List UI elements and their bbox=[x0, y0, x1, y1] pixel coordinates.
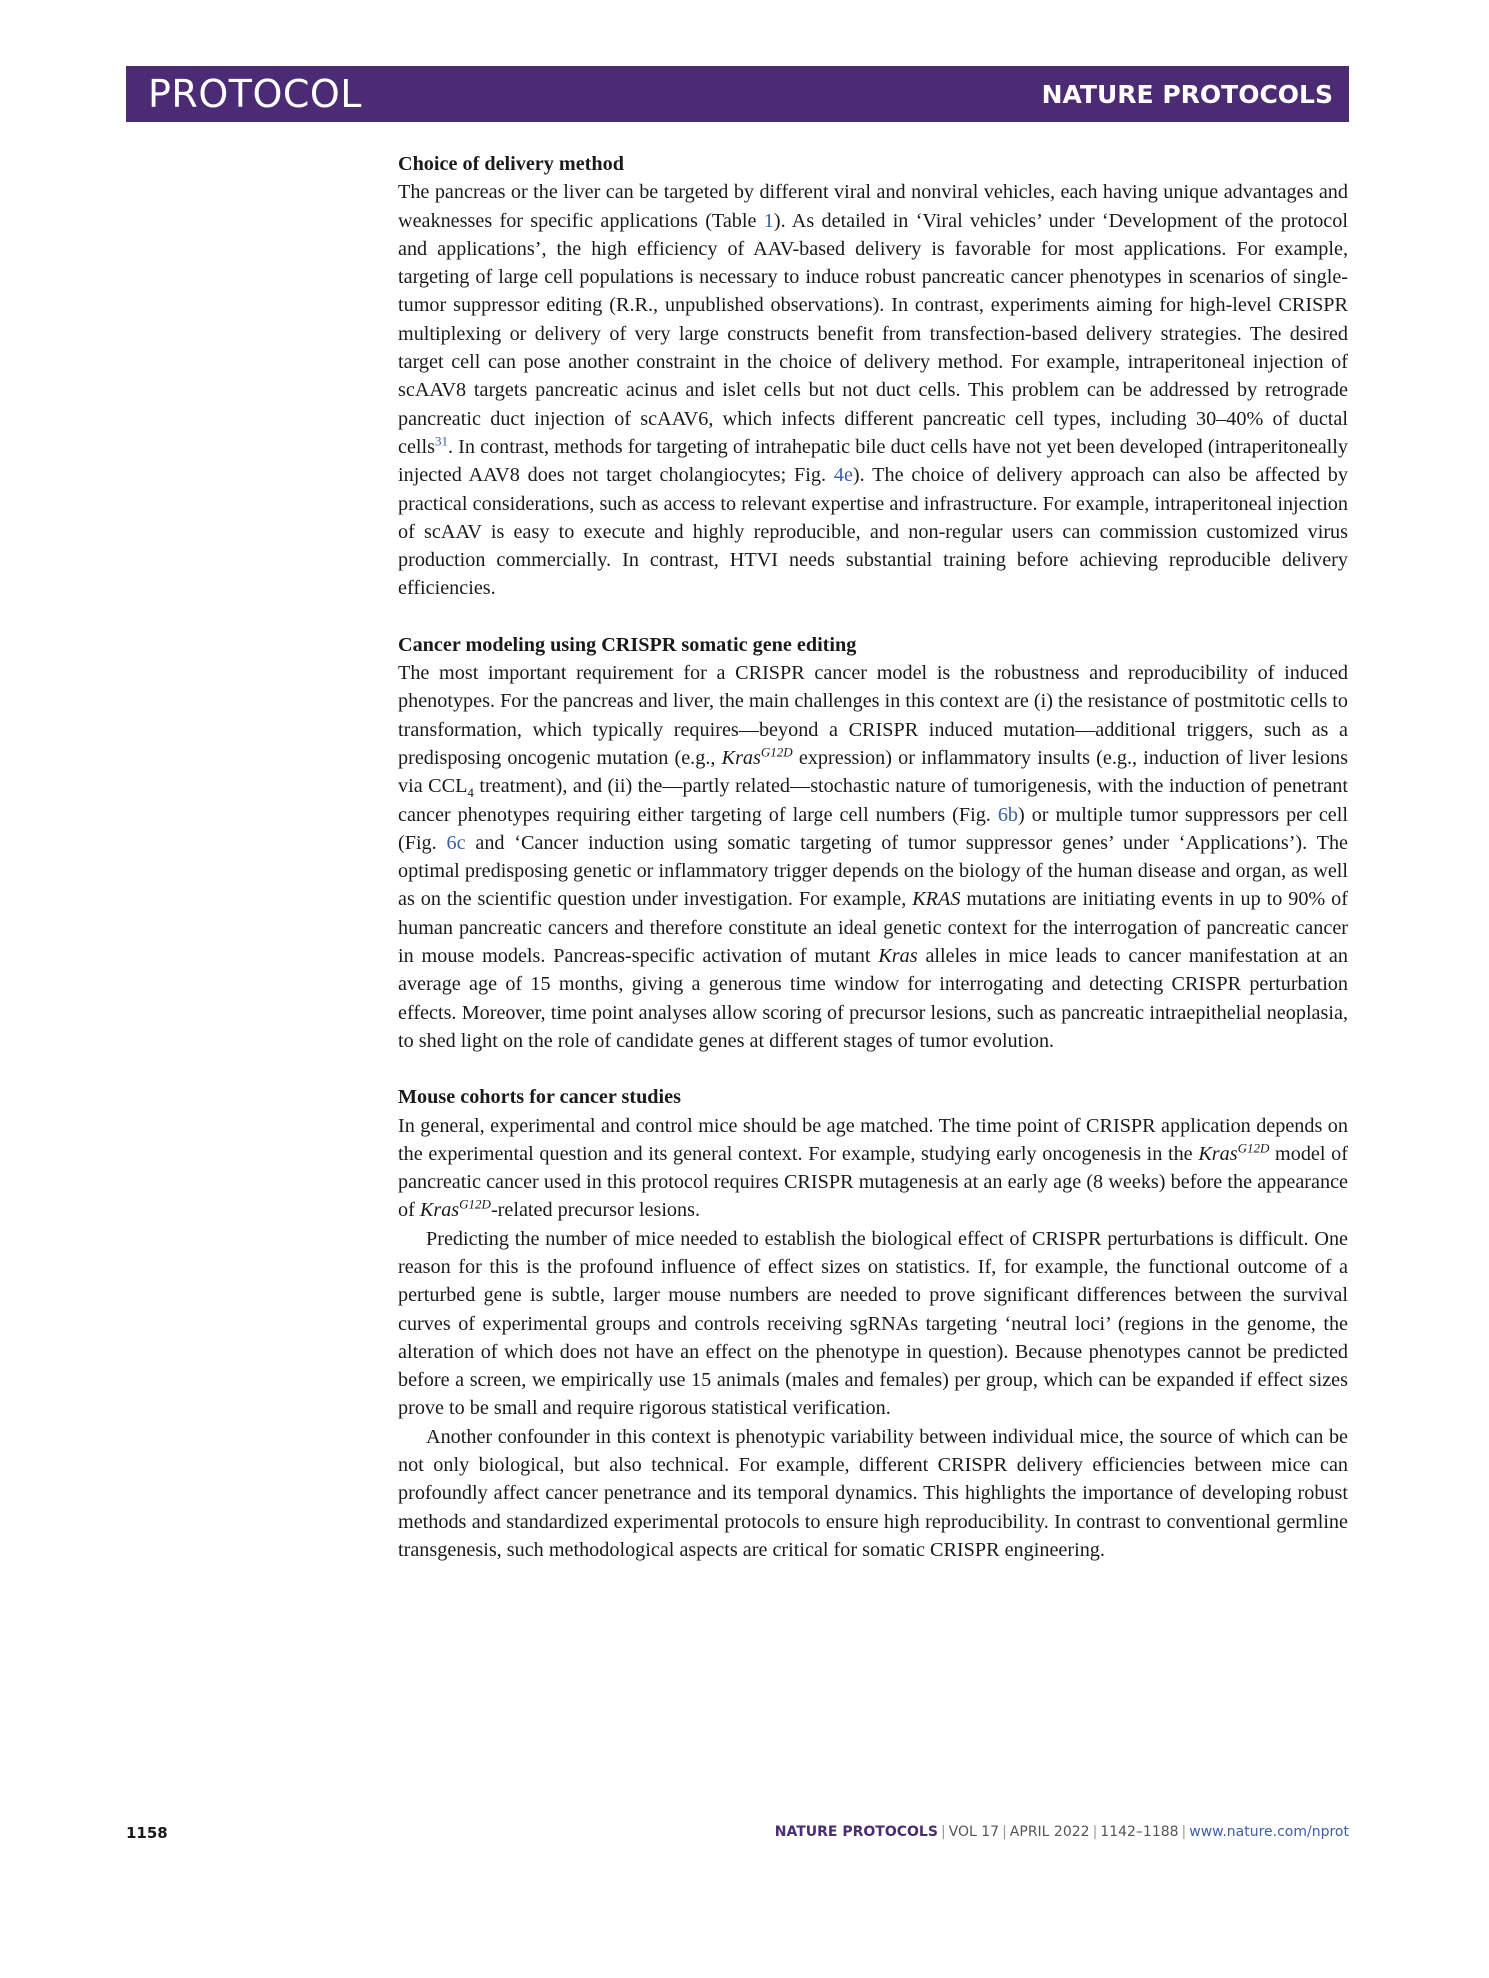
section-heading: Mouse cohorts for cancer studies bbox=[398, 1086, 681, 1109]
gene-name: Kras bbox=[419, 1199, 460, 1222]
paragraph: The pancreas or the liver can be targeted by different viral and nonviral vehicles, each having unique advantages and weaknesses for specific applications (Table 1). As detailed in ‘Viral vehicles’ under ‘Development of the protocol and applications’, the high efficiency of AAV-based delivery is favorable for most applications. For example, targeting of large cell populations is necessary to induce robust pancreatic cancer phenotypes in scenarios of single-tumor suppressor editing (R.R., unpublished observations). In contrast, experiments aiming for high-level CRISPR multiplexing or delivery of very large constructs benefit from transfection-based delivery strategies. The desired target cell can pose another constraint in the choice of delivery method. For example, intraperitoneal injection of scAAV8 targets pancreatic acinus and islet cells but not duct cells. This problem can be addressed by retrograde pancreatic duct injection of scAAV6, which infects different pancreatic cell types, including 30–40% of ductal cells$^{31}$. In contrast, methods for targeting of intrahepatic bile duct cells have not yet been developed (intraperitoneally injected AAV8 does not target cholangiocytes; Fig. 4e). The choice of delivery approach can also be affected by practical considerations, such as access to relevant expertise and infrastructure. For example, intraperitoneal injection of scAAV is easy to execute and highly reproducible, and non-regular users can commission customized virus production commercially. In contrast, HTVI needs substantial training before achieving reproducible delivery efficiencies. bbox=[398, 181, 1348, 600]
subscript: 4 bbox=[467, 785, 474, 801]
footer-date: APRIL 2022 bbox=[1009, 1824, 1090, 1840]
paragraph: In general, experimental and control mice should be age matched. The time point of CRISPR application depends on the experimental question and its general context. For example, studying early oncogenesis in the Kras$^{G12D}$ model of pancreatic cancer used in this protocol requires CRISPR mutagenesis at an early age (8 weeks) before the appearance of Kras$^{G12D}$-related precursor lesions. bbox=[398, 1114, 1348, 1222]
gene-name: Kras bbox=[721, 746, 761, 769]
section-cancer-modeling bbox=[398, 631, 1348, 1055]
footer-journal: NATURE PROTOCOLS bbox=[774, 1824, 938, 1840]
journal-label: NATURE PROTOCOLS bbox=[1041, 80, 1333, 109]
figure-ref-link[interactable]: 6c bbox=[446, 831, 466, 854]
journal-url-link[interactable]: www.nature.com/nprot bbox=[1189, 1824, 1349, 1840]
citation-link[interactable]: 31 bbox=[435, 433, 448, 449]
separator: | bbox=[1181, 1824, 1187, 1840]
footer-pages: 1142–1188 bbox=[1100, 1824, 1179, 1840]
footer-citation bbox=[775, 1824, 1349, 1840]
gene-name: Kras bbox=[1198, 1142, 1238, 1165]
gene-name: Kras bbox=[878, 945, 918, 968]
section-mouse-cohorts bbox=[398, 1083, 1348, 1564]
separator: | bbox=[1002, 1824, 1007, 1840]
allele-superscript: G12D bbox=[1237, 1140, 1270, 1156]
section-heading: Cancer modeling using CRISPR somatic gene editing bbox=[398, 633, 857, 656]
separator: | bbox=[940, 1824, 946, 1840]
separator: | bbox=[1092, 1824, 1098, 1840]
section-label: PROTOCOL bbox=[148, 72, 362, 116]
gene-name: KRAS bbox=[912, 888, 961, 911]
footer-volume: VOL 17 bbox=[948, 1824, 1000, 1840]
page-number: 1158 bbox=[126, 1824, 168, 1842]
section-delivery-method bbox=[398, 150, 1348, 603]
allele-superscript: G12D bbox=[760, 744, 793, 760]
figure-ref-link[interactable]: 4e bbox=[833, 464, 853, 487]
paragraph: Predicting the number of mice needed to establish the biological effect of CRISPR perturbations is difficult. One reason for this is the profound influence of effect sizes on statistics. If, for example, the functional outcome of a perturbed gene is subtle, larger mouse numbers are needed to prove significant differences between the survival curves of experimental groups and controls receiving sgRNAs targeting ‘neutral loci’ (regions in the genome, the alteration of which does not have an effect on the phenotype in question). Because phenotypes cannot be predicted before a screen, we empirically use 15 animals (males and females) per group, which can be expanded if effect sizes prove to be small and require rigorous statistical verification. bbox=[398, 1227, 1348, 1420]
header-banner bbox=[126, 66, 1349, 122]
article-body bbox=[398, 150, 1348, 1592]
allele-superscript: G12D bbox=[459, 1196, 491, 1212]
figure-ref-link[interactable]: 6b bbox=[997, 803, 1018, 826]
paragraph: The most important requirement for a CRISPR cancer model is the robustness and reproducibility of induced phenotypes. For the pancreas and liver, the main challenges in this context are (i) the resistance of postmitotic cells to transformation, which typically requires—beyond a CRISPR induced mutation—additional triggers, such as a predisposing oncogenic mutation (e.g., Kras$^{G12D}$ expression) or inflammatory insults (e.g., induction of liver lesions via $CCL_4$ treatment), and (ii) the—partly related—stochastic nature of tumorigenesis, with the induction of penetrant cancer phenotypes requiring either targeting of large cell numbers (Fig. 6b) or multiple tumor suppressors per cell (Fig. 6c and ‘Cancer induction using somatic targeting of tumor suppressor genes’ under ‘Applications’). The optimal predisposing genetic or inflammatory trigger depends on the biology of the human disease and organ, as well as on the scientific question under investigation. For example, KRAS mutations are initiating events in up to 90% of human pancreatic cancers and therefore constitute an ideal genetic context for the interrogation of pancreatic cancer in mouse models. Pancreas-specific activation of mutant Kras alleles in mice leads to cancer manifestation at an average age of 15 months, giving a generous time window for interrogating and detecting CRISPR perturbation effects. Moreover, time point analyses allow scoring of precursor lesions, such as pancreatic intraepithelial neoplasia, to shed light on the role of candidate genes at different stages of tumor evolution. bbox=[398, 662, 1348, 1052]
paragraph: Another confounder in this context is phenotypic variability between individual mice, the source of which can be not only biological, but also technical. For example, different CRISPR delivery efficiencies between mice can profoundly affect cancer penetrance and its temporal dynamics. This highlights the importance of developing robust methods and standardized experimental protocols to ensure high reproducibility. In contrast to conventional germline transgenesis, such methodological aspects are critical for somatic CRISPR engineering. bbox=[398, 1425, 1348, 1561]
section-heading: Choice of delivery method bbox=[398, 153, 624, 175]
table-ref-link[interactable]: 1 bbox=[763, 209, 774, 232]
